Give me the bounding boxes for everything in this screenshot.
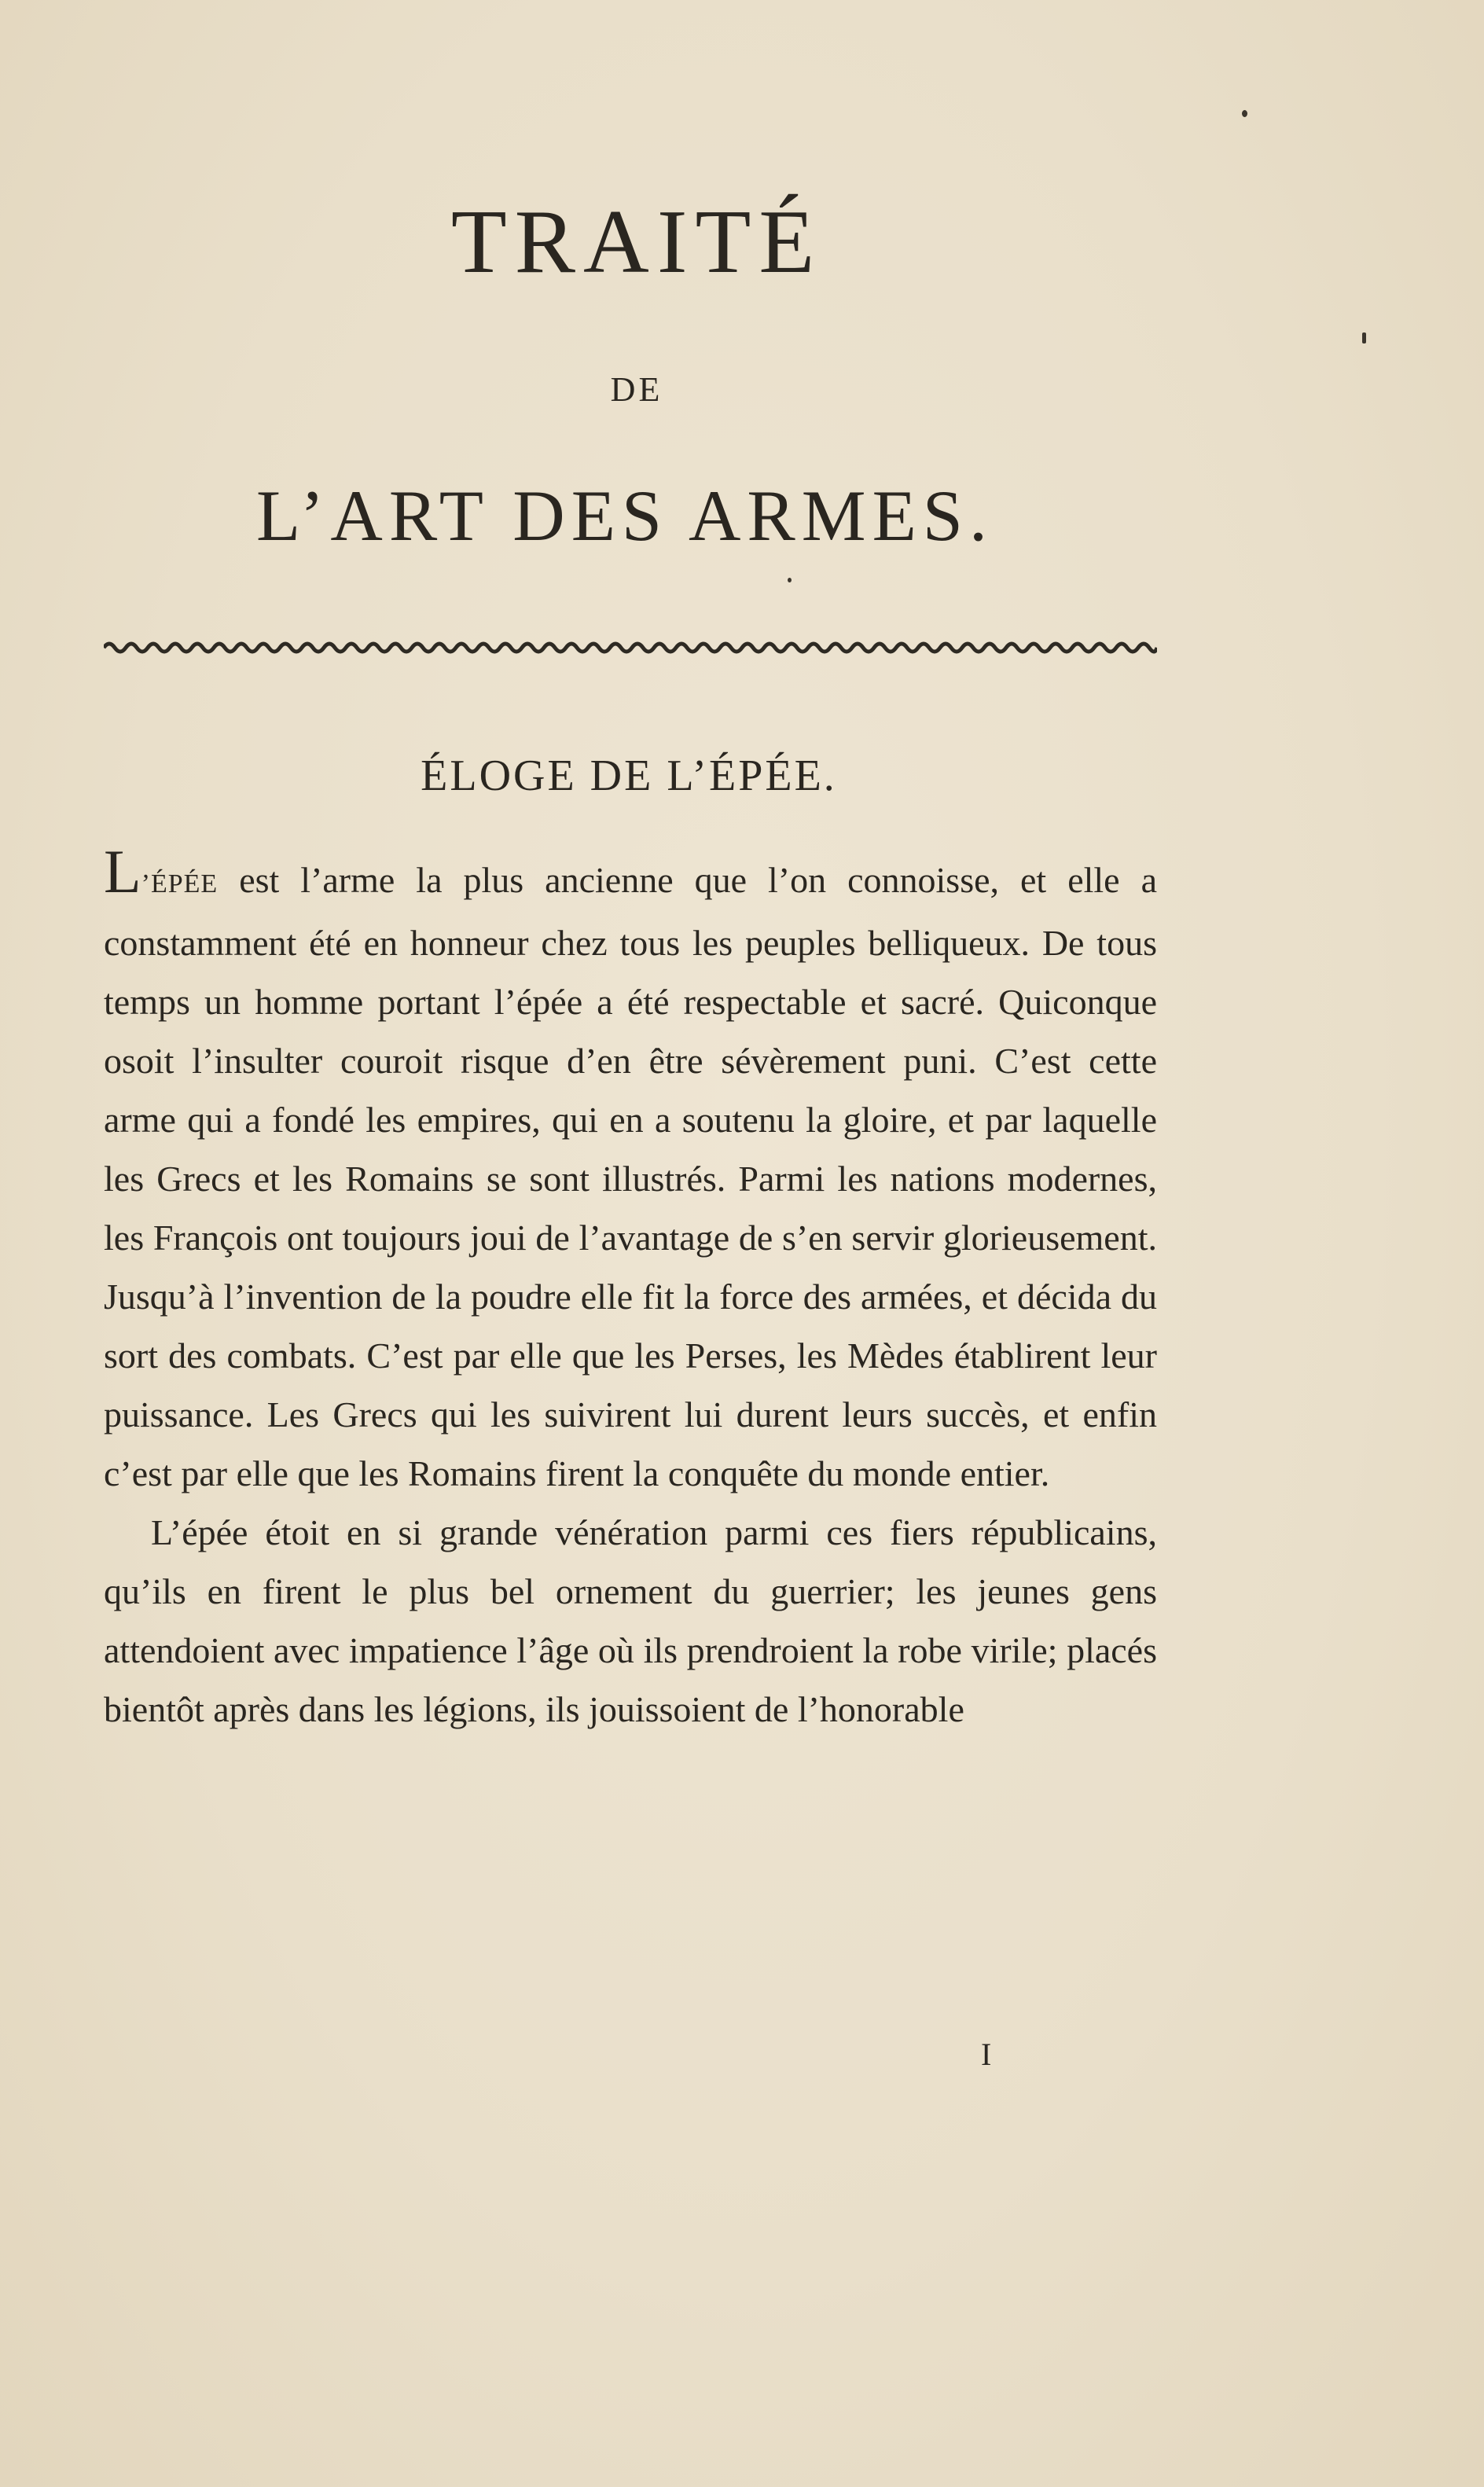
drop-capital: L [104, 837, 141, 906]
paragraph-1-text: est l’arme la plus ancienne que l’on connoisse, et elle a constamment été en honneur chez tous les peuples belliqueux. De tous temps un homme portant l’épée a été respectable et sacré. Quiconque osoit l’insulter couroit risque d’en être sévèrement puni. C’est cette arme qui a fondé les empires, qui en a soutenu la gloire, et par laquelle les Grecs et les Romains se sont illustrés. Parmi les nations modernes, les François ont toujours joui de l’avantage de s’en servir glorieusement. Jusqu’à l’invention de la poudre elle fit la force des armées, et décida du sort des combats. C’est par elle que les Perses, les Mèdes établirent leur puissance. Les Grecs qui les suivirent lui durent leurs succès, et enfin c’est par elle que les Romains firent la conquête du monde entier. [104, 860, 1157, 1493]
section-heading: ÉLOGE DE L’ÉPÉE. [421, 751, 837, 800]
paragraph-2: L’épée étoit en si grande vénération parmi ces fiers républicains, qu’ils en firent le plus bel ornement du guerrier; les jeunes gens attendoient avec impatience l’âge où ils prendroient la robe virile; placés bientôt après dans les légions, ils jouissoient de l’honorable [104, 1512, 1157, 1729]
ink-speck [1362, 332, 1366, 343]
signature-mark: I [981, 2037, 992, 2072]
ink-speck [788, 578, 792, 582]
title-main: TRAITÉ [450, 192, 823, 292]
ink-speck [1242, 110, 1247, 117]
small-caps-lead: ’ÉPÉE [141, 869, 219, 898]
ornamental-divider [104, 638, 1157, 657]
body-text [104, 837, 1157, 1739]
paragraph-1 [104, 837, 1157, 1503]
title-subtitle: L’ART DES ARMES. [256, 476, 994, 556]
title-connector: DE [610, 370, 663, 409]
